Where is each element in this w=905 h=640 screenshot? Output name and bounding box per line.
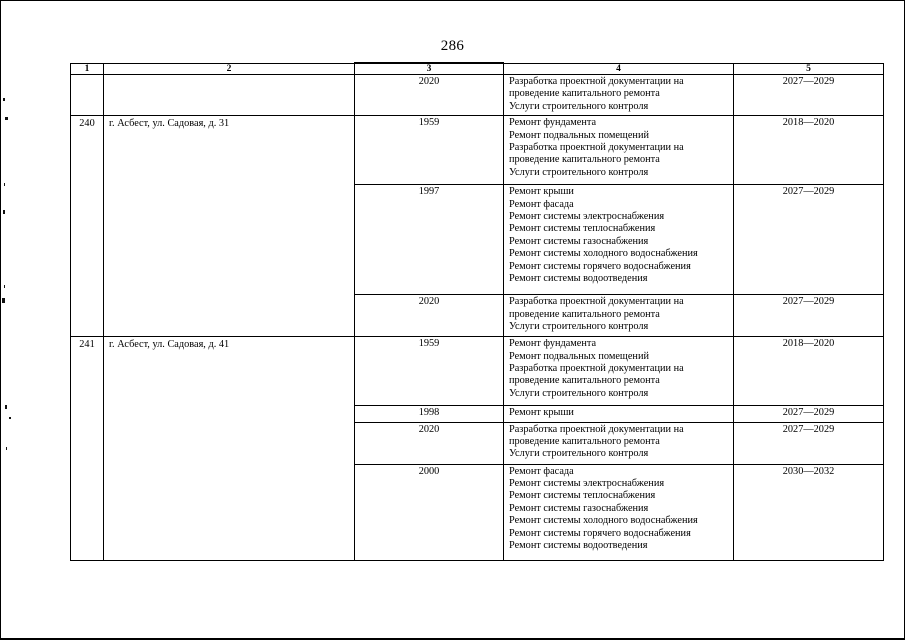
works-cell [504,185,734,295]
works-cell [504,464,734,560]
year-cell: 1959 [355,116,504,185]
column-number-row [71,63,884,75]
work-item: Разработка проектной документации на [509,363,684,375]
scan-speck [2,298,5,303]
address-cell: г. Асбест, ул. Садовая, д. 41 [104,337,355,560]
column-header: 3 [355,63,504,75]
work-item: Ремонт фундамента [509,117,597,129]
work-item: Ремонт системы горячего водоснабжения [509,527,691,539]
work-item: Услуги строительного контроля [509,387,649,399]
column-header: 2 [104,63,355,75]
work-item: Ремонт системы теплоснабжения [509,490,656,502]
year-cell: 2020 [355,422,504,464]
work-item: Услуги строительного контроля [509,448,649,460]
scan-speck [9,417,11,419]
table-row [71,337,884,406]
work-item: Разработка проектной документации на [509,423,684,435]
year-cell: 1997 [355,185,504,295]
address-cell: г. Асбест, ул. Садовая, д. 31 [104,116,355,337]
work-item: проведение капитального ремонта [509,154,660,166]
work-item: Ремонт системы электроснабжения [509,478,665,490]
work-item: Разработка проектной документации на [509,142,684,154]
period-cell: 2018—2020 [734,337,884,406]
year-cell: 1959 [355,337,504,406]
period-cell: 2027—2029 [734,406,884,422]
work-item: Ремонт подвальных помещений [509,129,649,141]
scan-speck [6,447,7,450]
works-cell [504,116,734,185]
work-item: Ремонт системы водоотведения [509,540,648,552]
work-item: Ремонт фасада [509,198,574,210]
work-item: Ремонт фасада [509,465,574,477]
work-item: Ремонт фундамента [509,338,597,350]
work-item: Ремонт системы горячего водоснабжения [509,260,691,272]
address-cell [104,75,355,116]
works-cell [504,337,734,406]
year-cell: 2020 [355,75,504,116]
work-item: Разработка проектной документации на [509,296,684,308]
column-header: 1 [71,63,104,75]
year-cell: 2000 [355,464,504,560]
works-cell [504,75,734,116]
column-header: 5 [734,63,884,75]
period-cell: 2018—2020 [734,116,884,185]
scan-speck [3,210,5,214]
work-item: Разработка проектной документации на [509,76,684,87]
work-item: Ремонт системы холодного водоснабжения [509,515,698,527]
work-item: Ремонт системы газоснабжения [509,502,649,514]
works-cell [504,422,734,464]
work-item: Ремонт системы электроснабжения [509,211,665,223]
work-item: Ремонт подвальных помещений [509,350,649,362]
work-item: Ремонт системы холодного водоснабжения [509,248,698,260]
table-row [71,75,884,116]
work-item: Услуги строительного контроля [509,321,649,333]
row-number-cell [71,75,104,116]
table-row [71,116,884,185]
column-header: 4 [504,63,734,75]
row-number-cell: 240 [71,116,104,337]
work-item: проведение капитального ремонта [509,436,660,448]
scan-speck [4,183,5,186]
period-cell: 2027—2029 [734,185,884,295]
scan-speck [4,285,5,288]
work-item: Услуги строительного контроля [509,166,649,178]
work-item: Услуги строительного контроля [509,100,649,112]
work-item: проведение капитального ремонта [509,88,660,100]
works-cell [504,406,734,422]
period-cell: 2027—2029 [734,422,884,464]
year-cell: 1998 [355,406,504,422]
work-item: Ремонт крыши [509,407,574,419]
period-cell: 2027—2029 [734,75,884,116]
work-item: проведение капитального ремонта [509,375,660,387]
page-number: 286 [440,38,465,54]
scan-speck [5,405,7,409]
scan-speck [5,117,8,120]
work-item: Ремонт системы теплоснабжения [509,223,656,235]
year-cell: 2020 [355,295,504,337]
row-number-cell: 241 [71,337,104,560]
works-cell [504,295,734,337]
work-item: Ремонт крыши [509,186,574,198]
scan-speck [3,98,5,101]
work-item: проведение капитального ремонта [509,308,660,320]
period-cell: 2030—2032 [734,464,884,560]
work-item: Ремонт системы водоотведения [509,273,648,285]
capital-repair-schedule-table [70,62,884,561]
period-cell: 2027—2029 [734,295,884,337]
work-item: Ремонт системы газоснабжения [509,235,649,247]
